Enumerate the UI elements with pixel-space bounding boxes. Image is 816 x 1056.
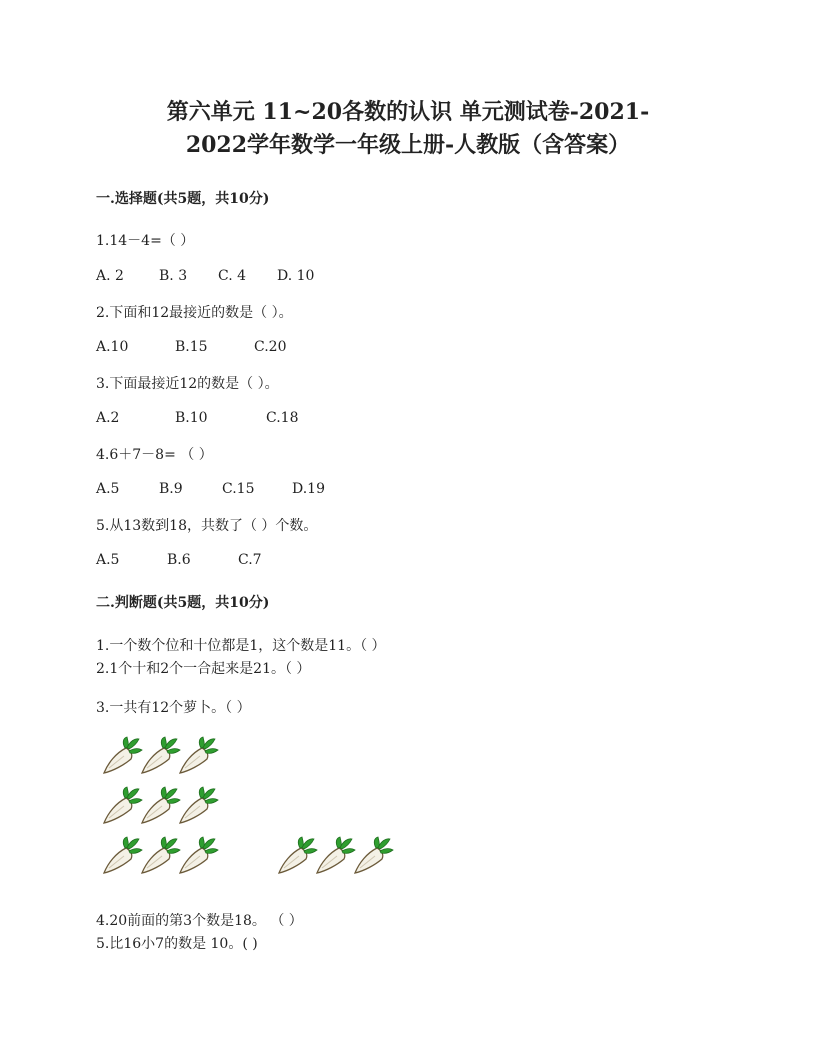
q5-option-c: C.7 [238,552,262,568]
q4-option-b: B.9 [159,481,183,497]
q2-option-c: C.20 [254,339,287,355]
q1-option-c: C. 4 [218,268,247,284]
q5-option-a: A.5 [96,552,120,568]
section-1-heading: 一.选择题(共5题，共10分) [96,191,270,207]
q5-option-b: B.6 [167,552,191,568]
question-1: 1.14－4=（ ） [96,233,195,249]
q2-option-a: A.10 [96,339,129,355]
page-title-line-2: 2022学年数学一年级上册-人教版（含答案） [185,132,631,158]
q2-option-b: B.15 [175,339,208,355]
question-5: 5.从13数到18，共数了（ ）个数。 [96,518,318,534]
judge-question-5: 5.比16小7的数是 10。( ) [96,936,258,952]
question-2: 2.下面和12最接近的数是（ ）。 [96,305,293,321]
q4-option-a: A.5 [96,481,120,497]
q1-option-a: A. 2 [96,268,124,284]
judge-question-3: 3.一共有12个萝卜。（ ） [96,700,251,716]
radish-icon [176,783,220,827]
q3-option-b: B.10 [175,410,208,426]
radish-icon [176,833,220,877]
judge-question-2: 2.1个十和2个一合起来是21。（ ） [96,661,311,677]
radish-icon [351,833,395,877]
radish-icon [176,733,220,777]
q1-option-b: B. 3 [159,268,188,284]
judge-question-4: 4.20前面的第3个数是18。 （ ） [96,913,303,929]
judge-question-1: 1.一个数个位和十位都是1，这个数是11。（ ） [96,638,386,654]
q4-option-c: C.15 [222,481,255,497]
q4-option-d: D.19 [292,481,325,497]
question-3: 3.下面最接近12的数是（ ）。 [96,376,279,392]
q1-option-d: D. 10 [277,268,315,284]
page-title-line-1: 第六单元 11~20各数的认识 单元测试卷-2021- [166,99,650,125]
q3-option-a: A.2 [96,410,120,426]
question-4: 4.6＋7－8= （ ） [96,447,213,463]
section-2-heading: 二.判断题(共5题，共10分) [96,595,270,611]
q3-option-c: C.18 [266,410,299,426]
